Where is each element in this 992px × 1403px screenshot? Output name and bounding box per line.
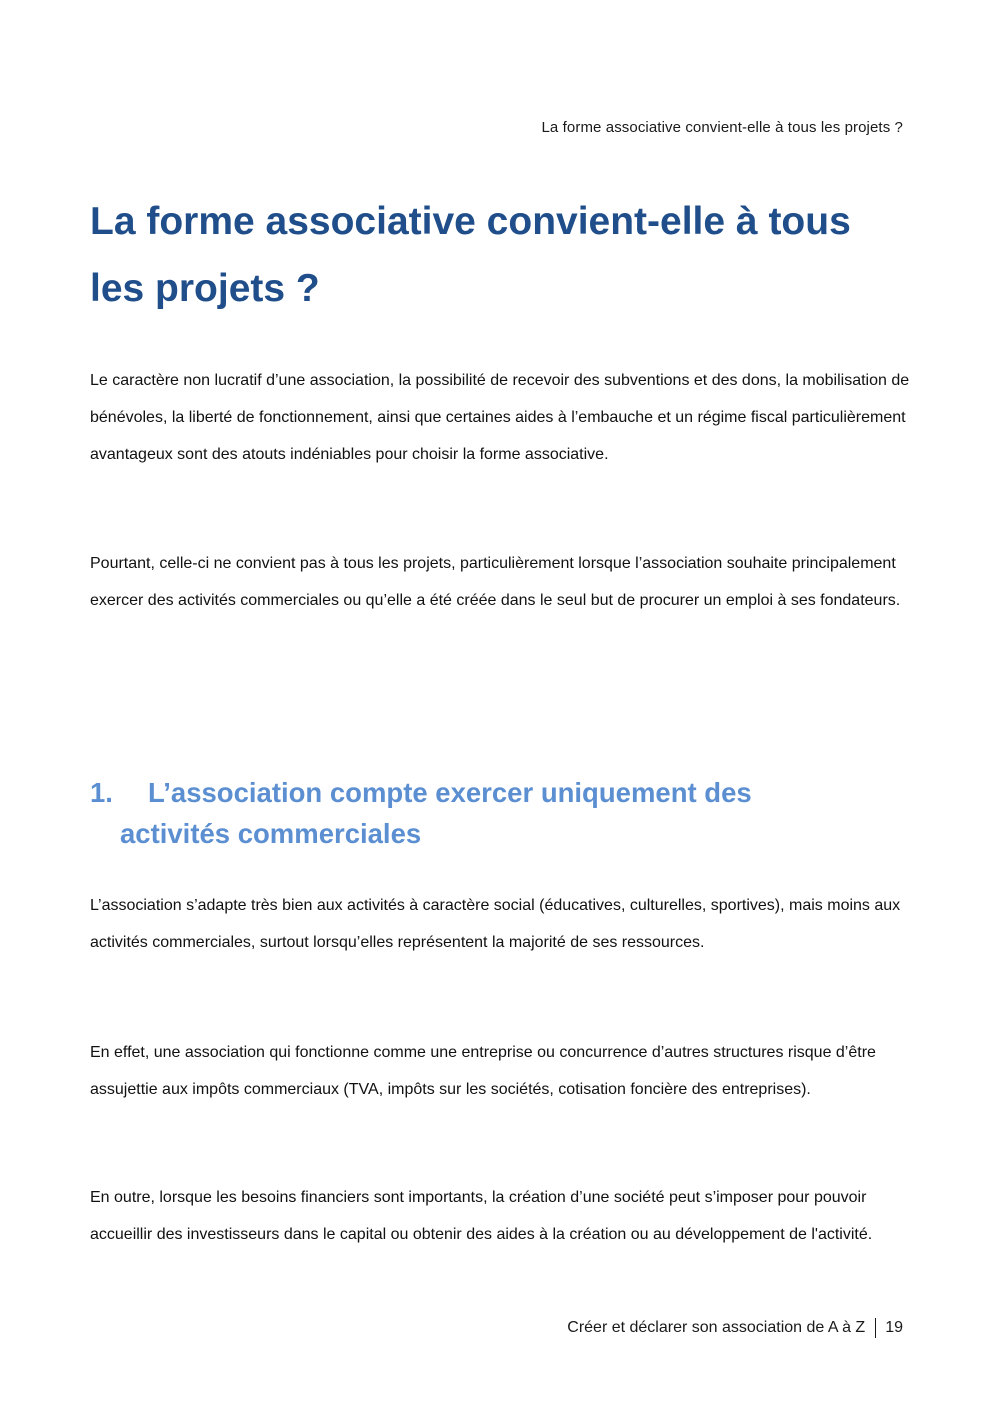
section-number: 1.: [90, 777, 113, 808]
page-number: 19: [885, 1319, 903, 1336]
section-heading-line-2: activités commerciales: [120, 818, 422, 849]
section-heading-line-1: L’association compte exercer uniquement des: [148, 777, 752, 808]
section-paragraph-2: En effet, une association qui fonctionne comme une entreprise ou concurrence d’autres structures risque d’être assujettie aux impôts commerciaux (TVA, impôts sur les sociétés, cotisation foncière des entreprises).: [90, 1044, 876, 1098]
footer-publication-title: Créer et déclarer son association de A à Z: [567, 1319, 866, 1336]
intro-paragraph-2: Pourtant, celle-ci ne convient pas à tous les projets, particulièrement lorsque l’association souhaite principalement exercer des activités commerciales ou qu’elle a été créée dans le seul but de procurer un emploi à ses fondateurs.: [90, 555, 901, 609]
section-heading: [90, 772, 850, 854]
page-title: La forme associative convient-elle à tous les projets ?: [90, 200, 851, 310]
intro-paragraph-1: Le caractère non lucratif d’une association, la possibilité de recevoir des subventions et des dons, la mobilisation de bénévoles, la liberté de fonctionnement, ainsi que certaines aides à l’embauche et un régime fiscal particulièrement avantageux sont des atouts indéniables pour choisir la forme associative.: [90, 372, 910, 463]
section-paragraph-1: L’association s’adapte très bien aux activités à caractère social (éducatives, culturelles, sportives), mais moins aux activités commerciales, surtout lorsqu’elles représentent la majorité de ses ressources.: [90, 897, 901, 951]
section-paragraph-3: En outre, lorsque les besoins financiers sont importants, la création d’une société peut s’imposer pour pouvoir accueillir des investisseurs dans le capital ou obtenir des aides à la création ou au développement de l'activité.: [90, 1189, 873, 1243]
running-header: La forme associative convient-elle à tous les projets ?: [541, 119, 903, 136]
footer-separator: [875, 1318, 876, 1338]
page-footer: [567, 1318, 903, 1338]
